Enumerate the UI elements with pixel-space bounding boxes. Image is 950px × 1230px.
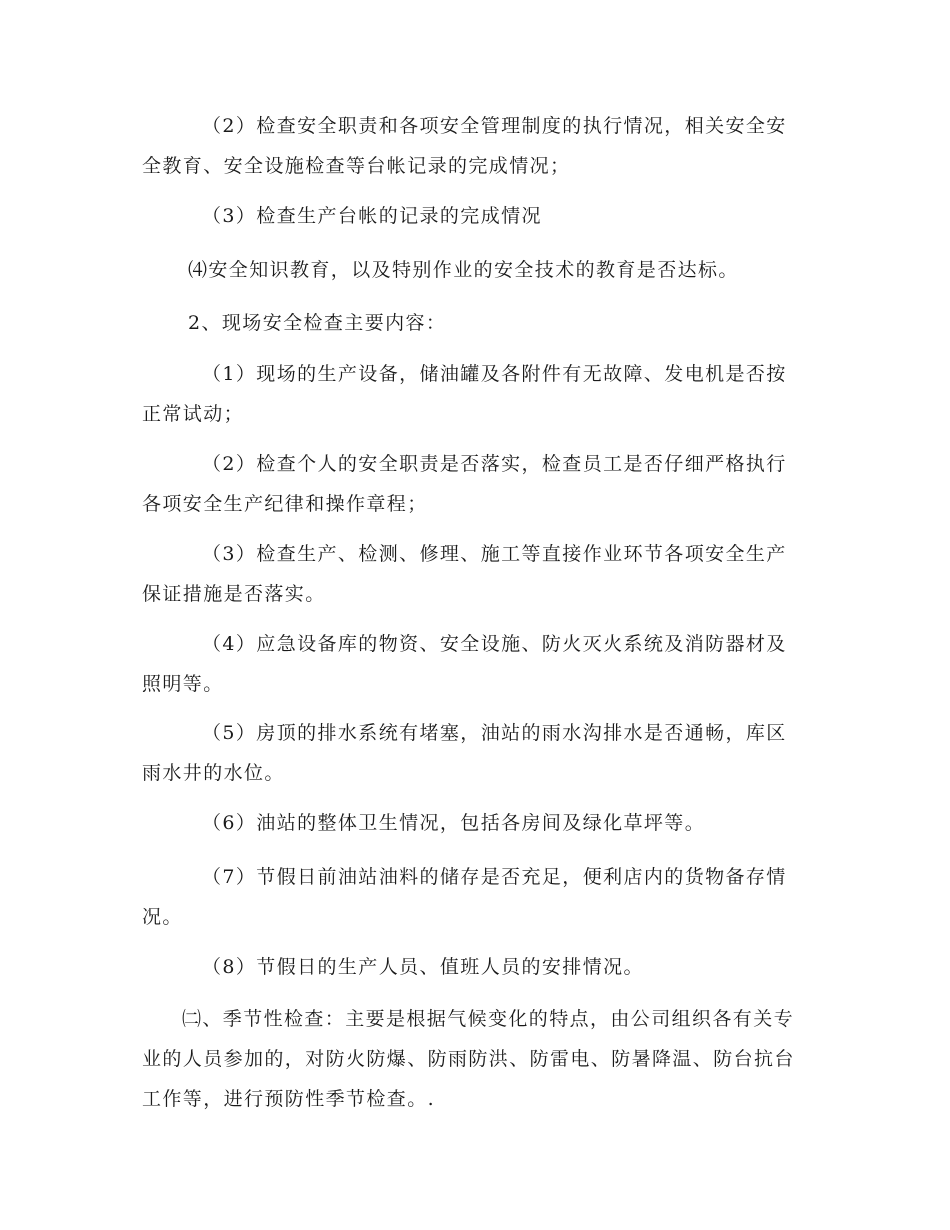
paragraph-check-safety-duties: （2）检查安全职责和各项安全管理制度的执行情况，相关安全安全教育、安全设施检查等台帐记录的完成情况； bbox=[142, 115, 787, 177]
paragraph-direct-operations: （3）检查生产、检测、修理、施工等直接作业环节各项安全生产保证措施是否落实。 bbox=[142, 543, 787, 605]
paragraph-emergency-equipment: （4）应急设备库的物资、安全设施、防火灭火系统及消防器材及照明等。 bbox=[142, 633, 787, 695]
paragraph-drainage-system: （5）房顶的排水系统有堵塞，油站的雨水沟排水是否通畅，库区雨水井的水位。 bbox=[142, 722, 787, 784]
paragraph-station-hygiene: （6）油站的整体卫生情况，包括各房间及绿化草坪等。 bbox=[202, 812, 706, 834]
paragraph-personal-duties: （2）检查个人的安全职责是否落实，检查员工是否仔细严格执行各项安全生产纪律和操作章程； bbox=[142, 453, 787, 515]
paragraph-onsite-equipment: （1）现场的生产设备，储油罐及各附件有无故障、发电机是否按正常试动； bbox=[142, 363, 787, 425]
paragraph-safety-knowledge-education: ⑷安全知识教育，以及特别作业的安全技术的教育是否达标。 bbox=[188, 259, 739, 281]
paragraph-holiday-fuel-storage: （7）节假日前油站油料的储存是否充足，便利店内的货物备存情况。 bbox=[142, 866, 787, 928]
paragraph-holiday-staffing: （8）节假日的生产人员、值班人员的安排情况。 bbox=[202, 956, 644, 978]
section-heading-onsite-inspection: 2、现场安全检查主要内容： bbox=[188, 312, 447, 334]
paragraph-seasonal-inspection: ㈡、季节性检查：主要是根据气候变化的特点，由公司组织各有关专业的人员参加的，对防火防爆、防雨防洪、防雷电、防暑降温、防台抗台工作等，进行预防性季节检查。. bbox=[142, 1008, 795, 1110]
paragraph-check-production-ledger: （3）检查生产台帐的记录的完成情况 bbox=[202, 205, 542, 227]
